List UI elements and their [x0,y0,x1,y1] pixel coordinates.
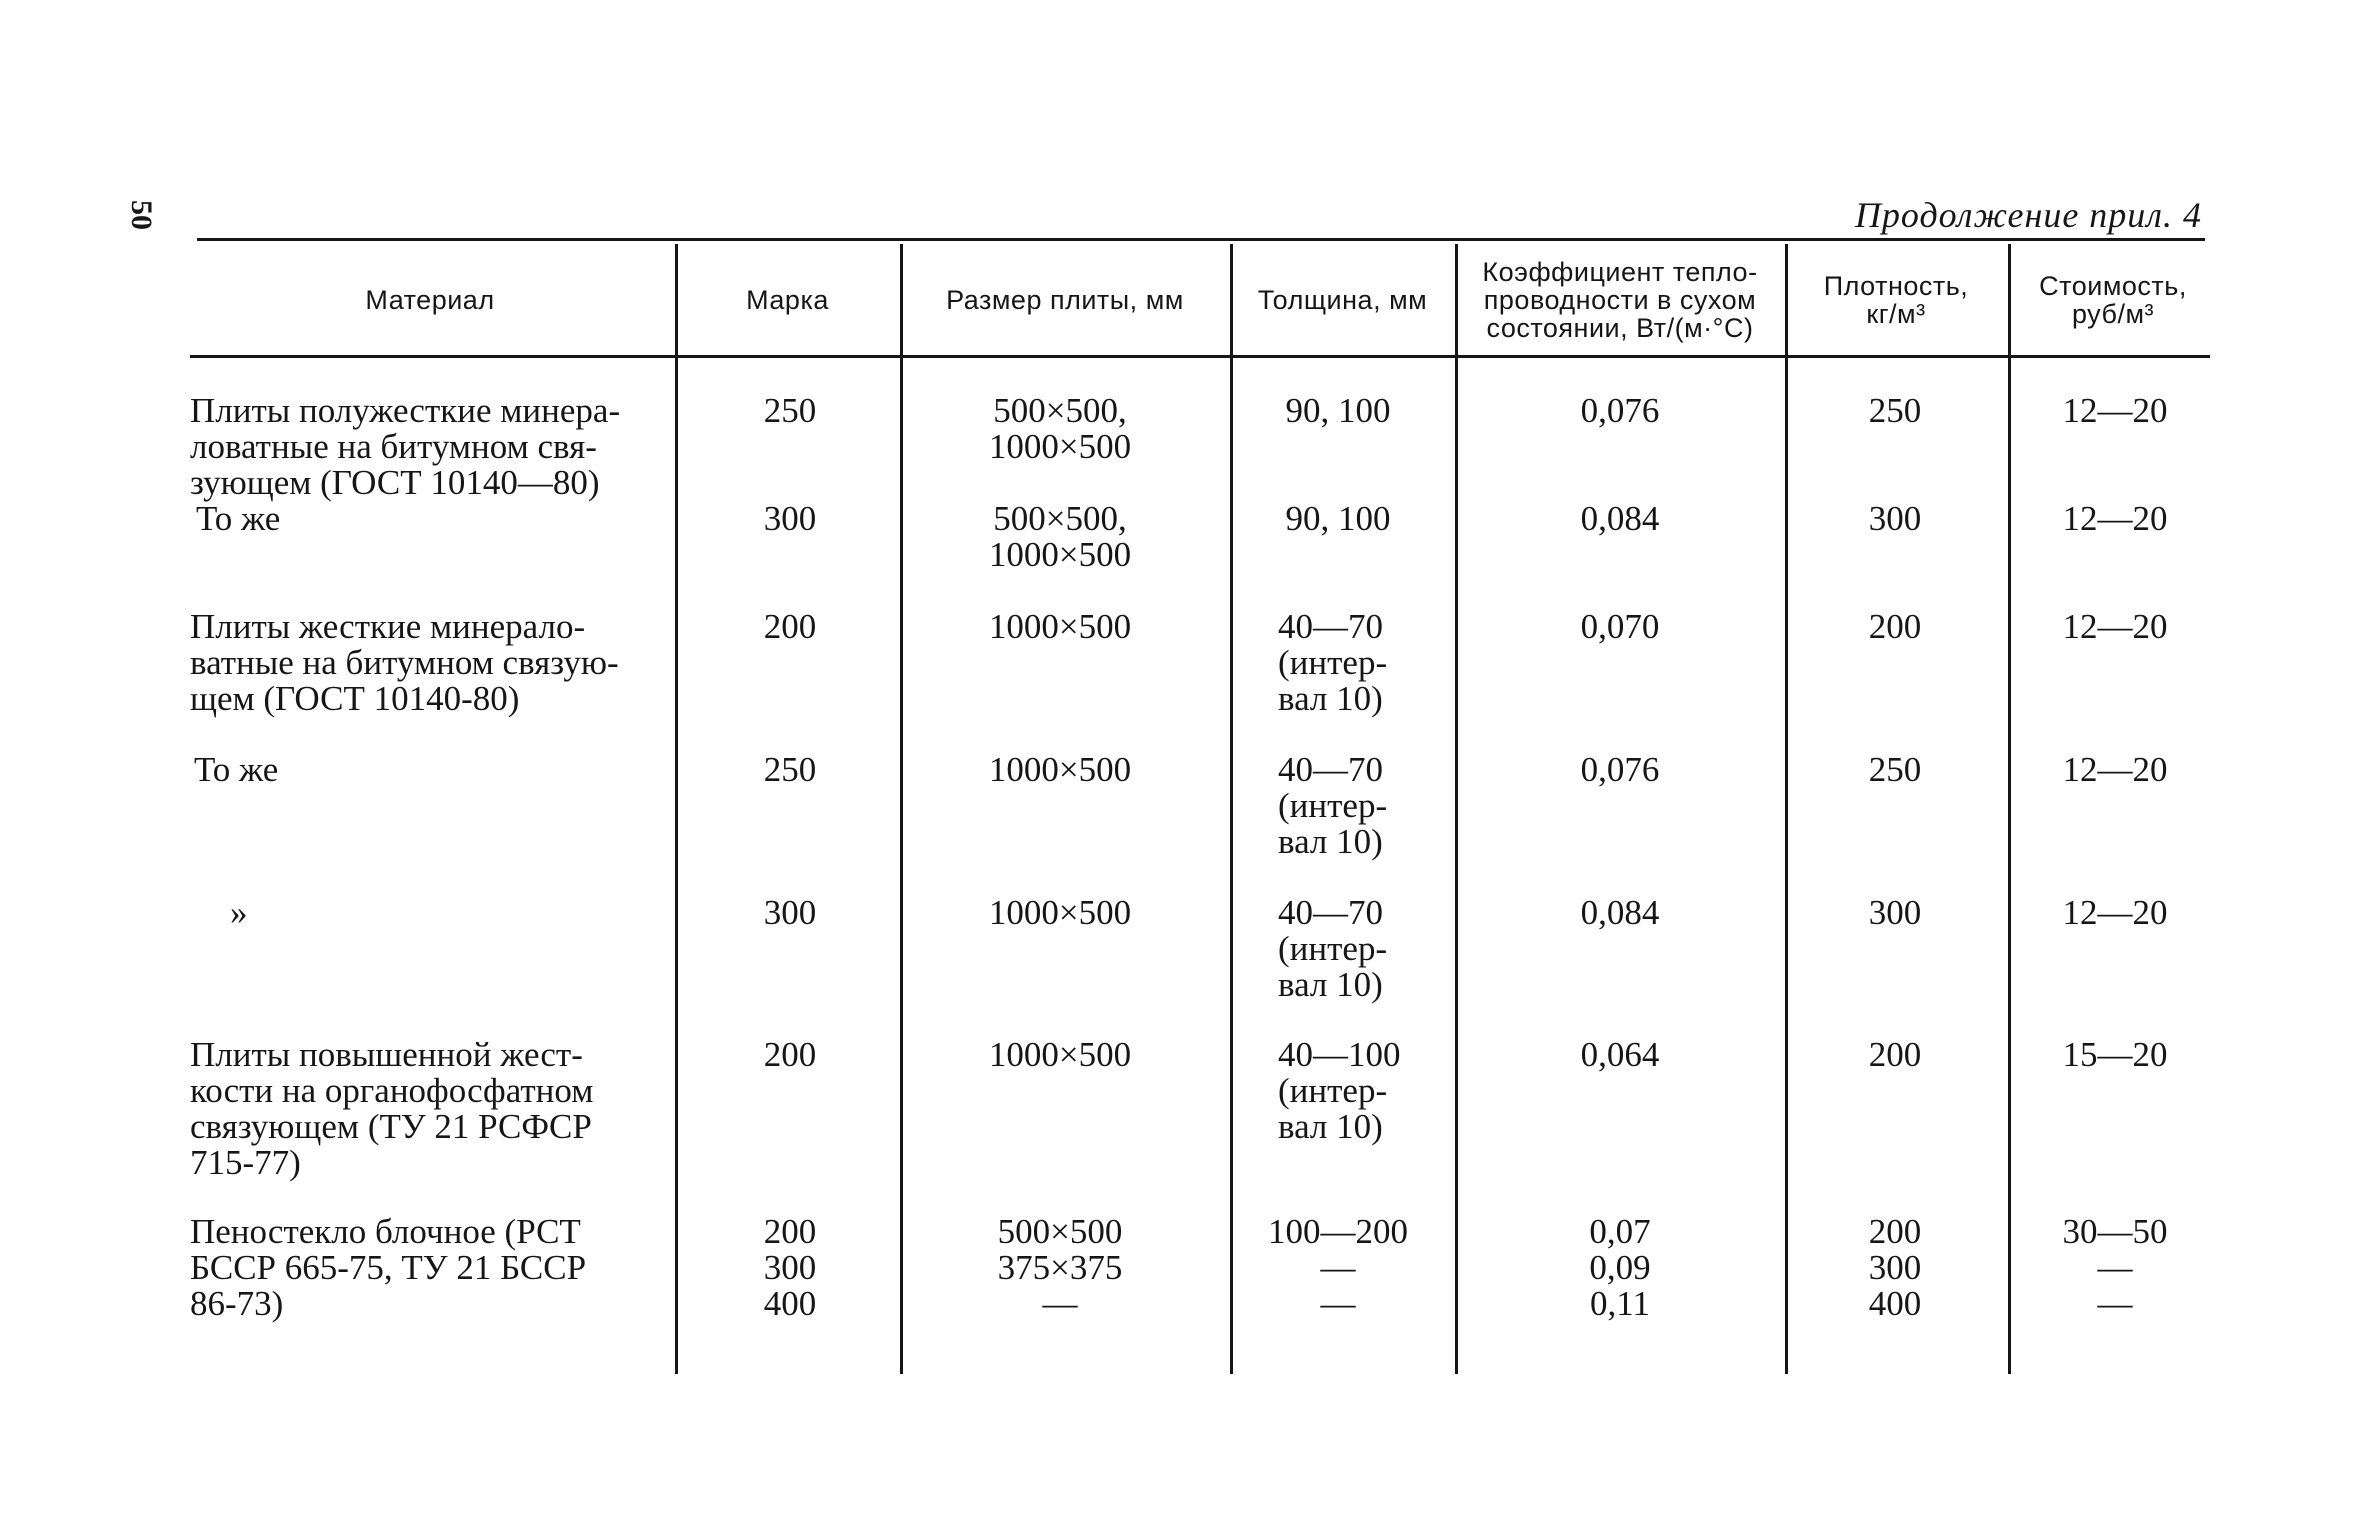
density-cell: 300 [1868,499,1922,538]
thickness-cell: 90, 100 [1285,391,1391,430]
header-cost: Стоимость, руб/м³ [2039,271,2187,329]
conductivity-cell: 0,076 [1580,391,1660,430]
material-cell: Плиты полужесткие минера- ловатные на битумном свя- зующем (ГОСТ 10140—80) [190,391,621,502]
density-cell: 200 300 400 [1868,1212,1922,1323]
thickness-cell: 40—70 (интер- вал 10) [1278,750,1388,861]
cost-cell: 12—20 [2062,391,2168,430]
density-cell: 250 [1868,750,1922,789]
conductivity-cell: 0,084 [1580,499,1660,538]
conductivity-cell: 0,07 0,09 0,11 [1589,1212,1651,1323]
density-cell: 250 [1868,391,1922,430]
thickness-cell: 40—70 (интер- вал 10) [1278,607,1388,718]
cost-cell: 12—20 [2062,607,2168,646]
size-cell: 500×500, 1000×500 [988,499,1132,574]
cost-cell: 15—20 [2062,1035,2168,1074]
cost-cell: 12—20 [2062,499,2168,538]
header-thickness: Толщина, мм [1257,285,1428,315]
grade-cell: 200 [763,607,817,646]
material-cell: » [230,893,248,932]
grade-cell: 300 [763,893,817,932]
column-divider [1230,244,1233,1374]
size-cell: 1000×500 [988,607,1132,646]
material-cell: Пеностекло блочное (РСТ БССР 665-75, ТУ 21 БССР 86-73) [190,1212,587,1323]
size-cell: 1000×500 [988,750,1132,789]
size-cell: 1000×500 [988,1035,1132,1074]
cost-cell: 12—20 [2062,750,2168,789]
column-divider [1785,244,1788,1374]
grade-cell: 250 [763,391,817,430]
table-top-rule [197,238,2205,241]
thickness-cell: 40—70 (интер- вал 10) [1278,893,1388,1004]
header-conductivity: Коэффициент тепло- проводности в сухом состоянии, Вт/(м·°С) [1482,257,1758,343]
size-cell: 1000×500 [988,893,1132,932]
density-cell: 200 [1868,607,1922,646]
size-cell: 500×500, 1000×500 [988,391,1132,466]
grade-cell: 200 300 400 [763,1212,817,1323]
header-grade: Марка [746,285,829,315]
cost-cell: 30—50 — — [2062,1212,2168,1323]
continuation-caption: Продолжение прил. 4 [1854,195,2202,235]
grade-cell: 250 [763,750,817,789]
conductivity-cell: 0,070 [1580,607,1660,646]
size-cell: 500×500 375×375 — [997,1212,1123,1323]
material-cell: Плиты повышенной жест- кости на органофосфатном связующем (ТУ 21 РСФСР 715-77) [190,1035,594,1182]
column-divider [900,244,903,1374]
header-material: Материал [365,285,495,315]
material-cell: Плиты жесткие минерало- ватные на битумном связую- щем (ГОСТ 10140-80) [190,607,619,718]
density-cell: 300 [1868,893,1922,932]
column-divider [1455,244,1458,1374]
column-divider [675,244,678,1374]
column-divider [2008,244,2011,1374]
conductivity-cell: 0,064 [1580,1035,1660,1074]
thickness-cell: 40—100 (интер- вал 10) [1278,1035,1401,1146]
thickness-cell: 100—200 — — [1268,1212,1408,1323]
conductivity-cell: 0,076 [1580,750,1660,789]
conductivity-cell: 0,084 [1580,893,1660,932]
header-size: Размер плиты, мм [946,285,1184,315]
density-cell: 200 [1868,1035,1922,1074]
cost-cell: 12—20 [2062,893,2168,932]
material-cell: То же [194,750,279,789]
grade-cell: 300 [763,499,817,538]
header-density: Плотность, кг/м³ [1823,271,1969,329]
page-number: 50 [125,200,158,230]
material-cell: То же [196,499,281,538]
header-bottom-rule [190,355,2210,358]
grade-cell: 200 [763,1035,817,1074]
thickness-cell: 90, 100 [1285,499,1391,538]
